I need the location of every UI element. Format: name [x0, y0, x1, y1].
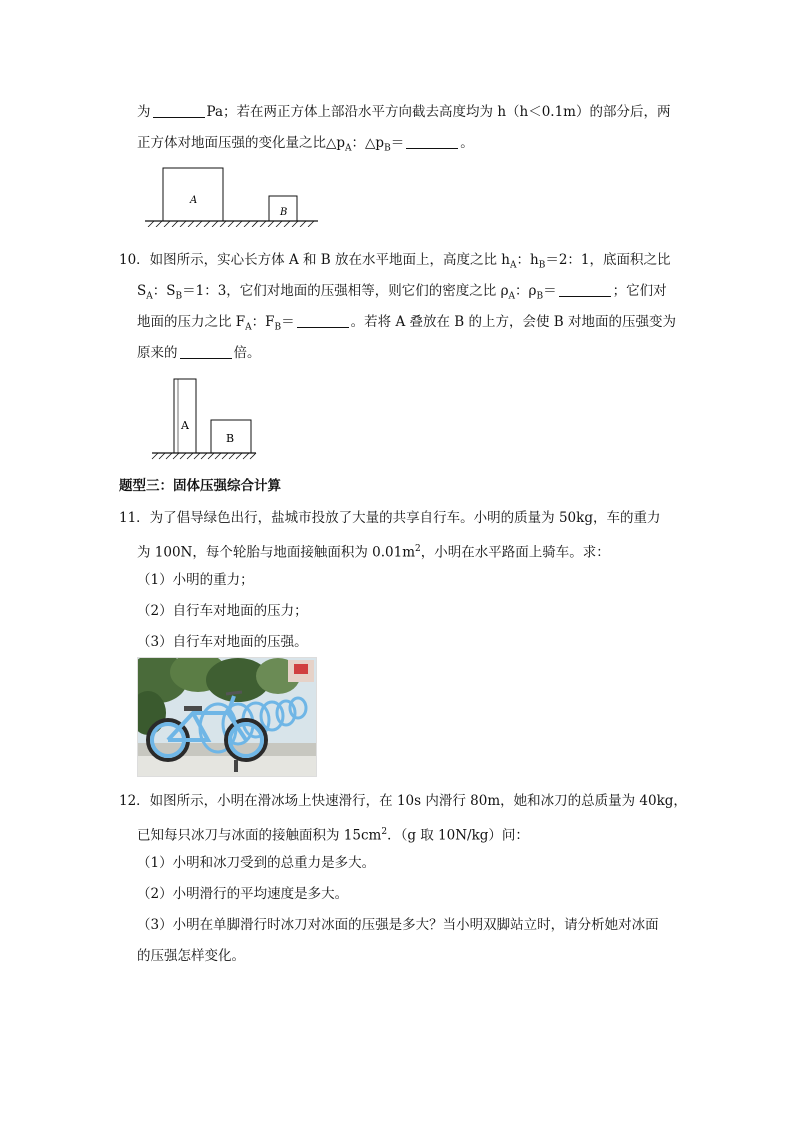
- ground-hatch: [148, 221, 314, 227]
- p12-question-1: （1）小明和冰刀受到的总重力是多大。: [137, 855, 376, 871]
- p10-text: S: [137, 283, 147, 299]
- subscript: B: [274, 322, 282, 333]
- p10-line-4: [137, 343, 261, 363]
- p12-question-3b: 的压强怎样变化。: [137, 948, 245, 964]
- p10-text: ；它们对: [612, 283, 667, 299]
- shared-bikes-photo: [137, 657, 317, 777]
- p9-text: ＝: [390, 135, 405, 151]
- p12-question-2: （2）小明滑行的平均速度是多大。: [137, 886, 349, 902]
- subscript: A: [510, 260, 517, 271]
- superscript: 2: [381, 827, 388, 837]
- section-heading: 题型三：固体压强综合计算: [119, 478, 281, 494]
- p10-text: 原来的: [137, 345, 178, 361]
- p10-line-3: [137, 312, 676, 338]
- p10-text: 地面的压力之比 F: [137, 314, 246, 330]
- p9-blank-1[interactable]: [153, 103, 205, 118]
- p10-text: ：h: [516, 252, 539, 268]
- p12-text: ．（g 取 10N/kg）问：: [387, 827, 529, 844]
- ground-hatch: [152, 453, 256, 459]
- p11-text: ，小明在水平路面上骑车。求：: [420, 544, 610, 561]
- p12-text: 已知每只冰刀与冰面的接触面积为 15cm: [137, 827, 382, 844]
- p10-text: 。若将 A 叠放在 B 的上方，会使 B 对地面的压强变为: [350, 314, 677, 330]
- label-b: B: [280, 207, 288, 218]
- label-a: A: [181, 419, 189, 432]
- p9-text: 正方体对地面压强的变化量之比△p: [137, 135, 346, 151]
- p11-question-2: （2）自行车对地面的压力；: [137, 603, 308, 619]
- p10-line-2: [137, 281, 667, 307]
- p10-text: ：F: [251, 314, 275, 330]
- p11-text: 为 100N，每个轮胎与地面接触面积为 0.01m: [137, 544, 416, 561]
- p10-blank-3[interactable]: [180, 344, 232, 359]
- subscript: B: [538, 260, 546, 271]
- subscript: A: [245, 322, 252, 333]
- p9-line-1: [137, 102, 670, 122]
- p10-text: ：S: [152, 283, 176, 299]
- p12-line-1: 12．如图所示，小明在滑冰场上快速滑行，在 10s 内滑行 80m，她和冰刀的总质量为 40kg，: [119, 793, 687, 809]
- subscript: A: [146, 291, 153, 302]
- p12-line-2: [137, 822, 529, 846]
- subscript: B: [536, 291, 544, 302]
- subscript: B: [384, 143, 391, 154]
- block-a: [174, 379, 196, 453]
- p11-line-1: 11．为了倡导绿色出行，盐城市投放了大量的共享自行车。小明的质量为 50kg，车的重力: [119, 510, 661, 526]
- p11-line-2: [137, 539, 610, 563]
- p9-text: ：△p: [351, 135, 385, 151]
- p10-blank-2[interactable]: [297, 313, 349, 328]
- p10-text: 倍。: [233, 345, 261, 361]
- p10-text: ＝1：3，它们对地面的压强相等，则它们的密度之比 ρ: [182, 283, 509, 299]
- p10-text: ＝: [543, 283, 557, 299]
- bikes-illustration: [138, 658, 316, 776]
- p9-text: 。: [460, 135, 474, 151]
- label-a: A: [190, 195, 198, 206]
- p9-figure: [140, 165, 320, 227]
- superscript: 2: [415, 544, 421, 554]
- p10-blank-1[interactable]: [559, 282, 611, 297]
- p10-line-1: [119, 250, 671, 276]
- p12-question-3a: （3）小明在单脚滑行时冰刀对冰面的压强是多大？当小明双脚站立时，请分析她对冰面: [137, 917, 659, 933]
- p10-text: 10．如图所示，实心长方体 A 和 B 放在水平地面上，高度之比 h: [119, 252, 510, 268]
- p11-question-3: （3）自行车对地面的压强。: [137, 634, 308, 650]
- p10-text: ＝: [281, 314, 295, 330]
- subscript: A: [345, 143, 352, 154]
- p9-text: Pa；若在两正方体上部沿水平方向截去高度均为 h（h＜0.1m）的部分后，两: [206, 104, 671, 120]
- label-b: B: [226, 432, 235, 445]
- p11-question-1: （1）小明的重力；: [137, 572, 254, 588]
- p9-text: 为: [137, 104, 151, 120]
- p9-line-2: [137, 133, 474, 159]
- p9-blank-2[interactable]: [406, 134, 458, 149]
- p10-text: ：ρ: [515, 283, 537, 299]
- p10-figure: [138, 377, 258, 463]
- p10-text: ＝2：1，底面积之比: [545, 252, 671, 268]
- subscript: A: [508, 291, 516, 302]
- subscript: B: [175, 291, 183, 302]
